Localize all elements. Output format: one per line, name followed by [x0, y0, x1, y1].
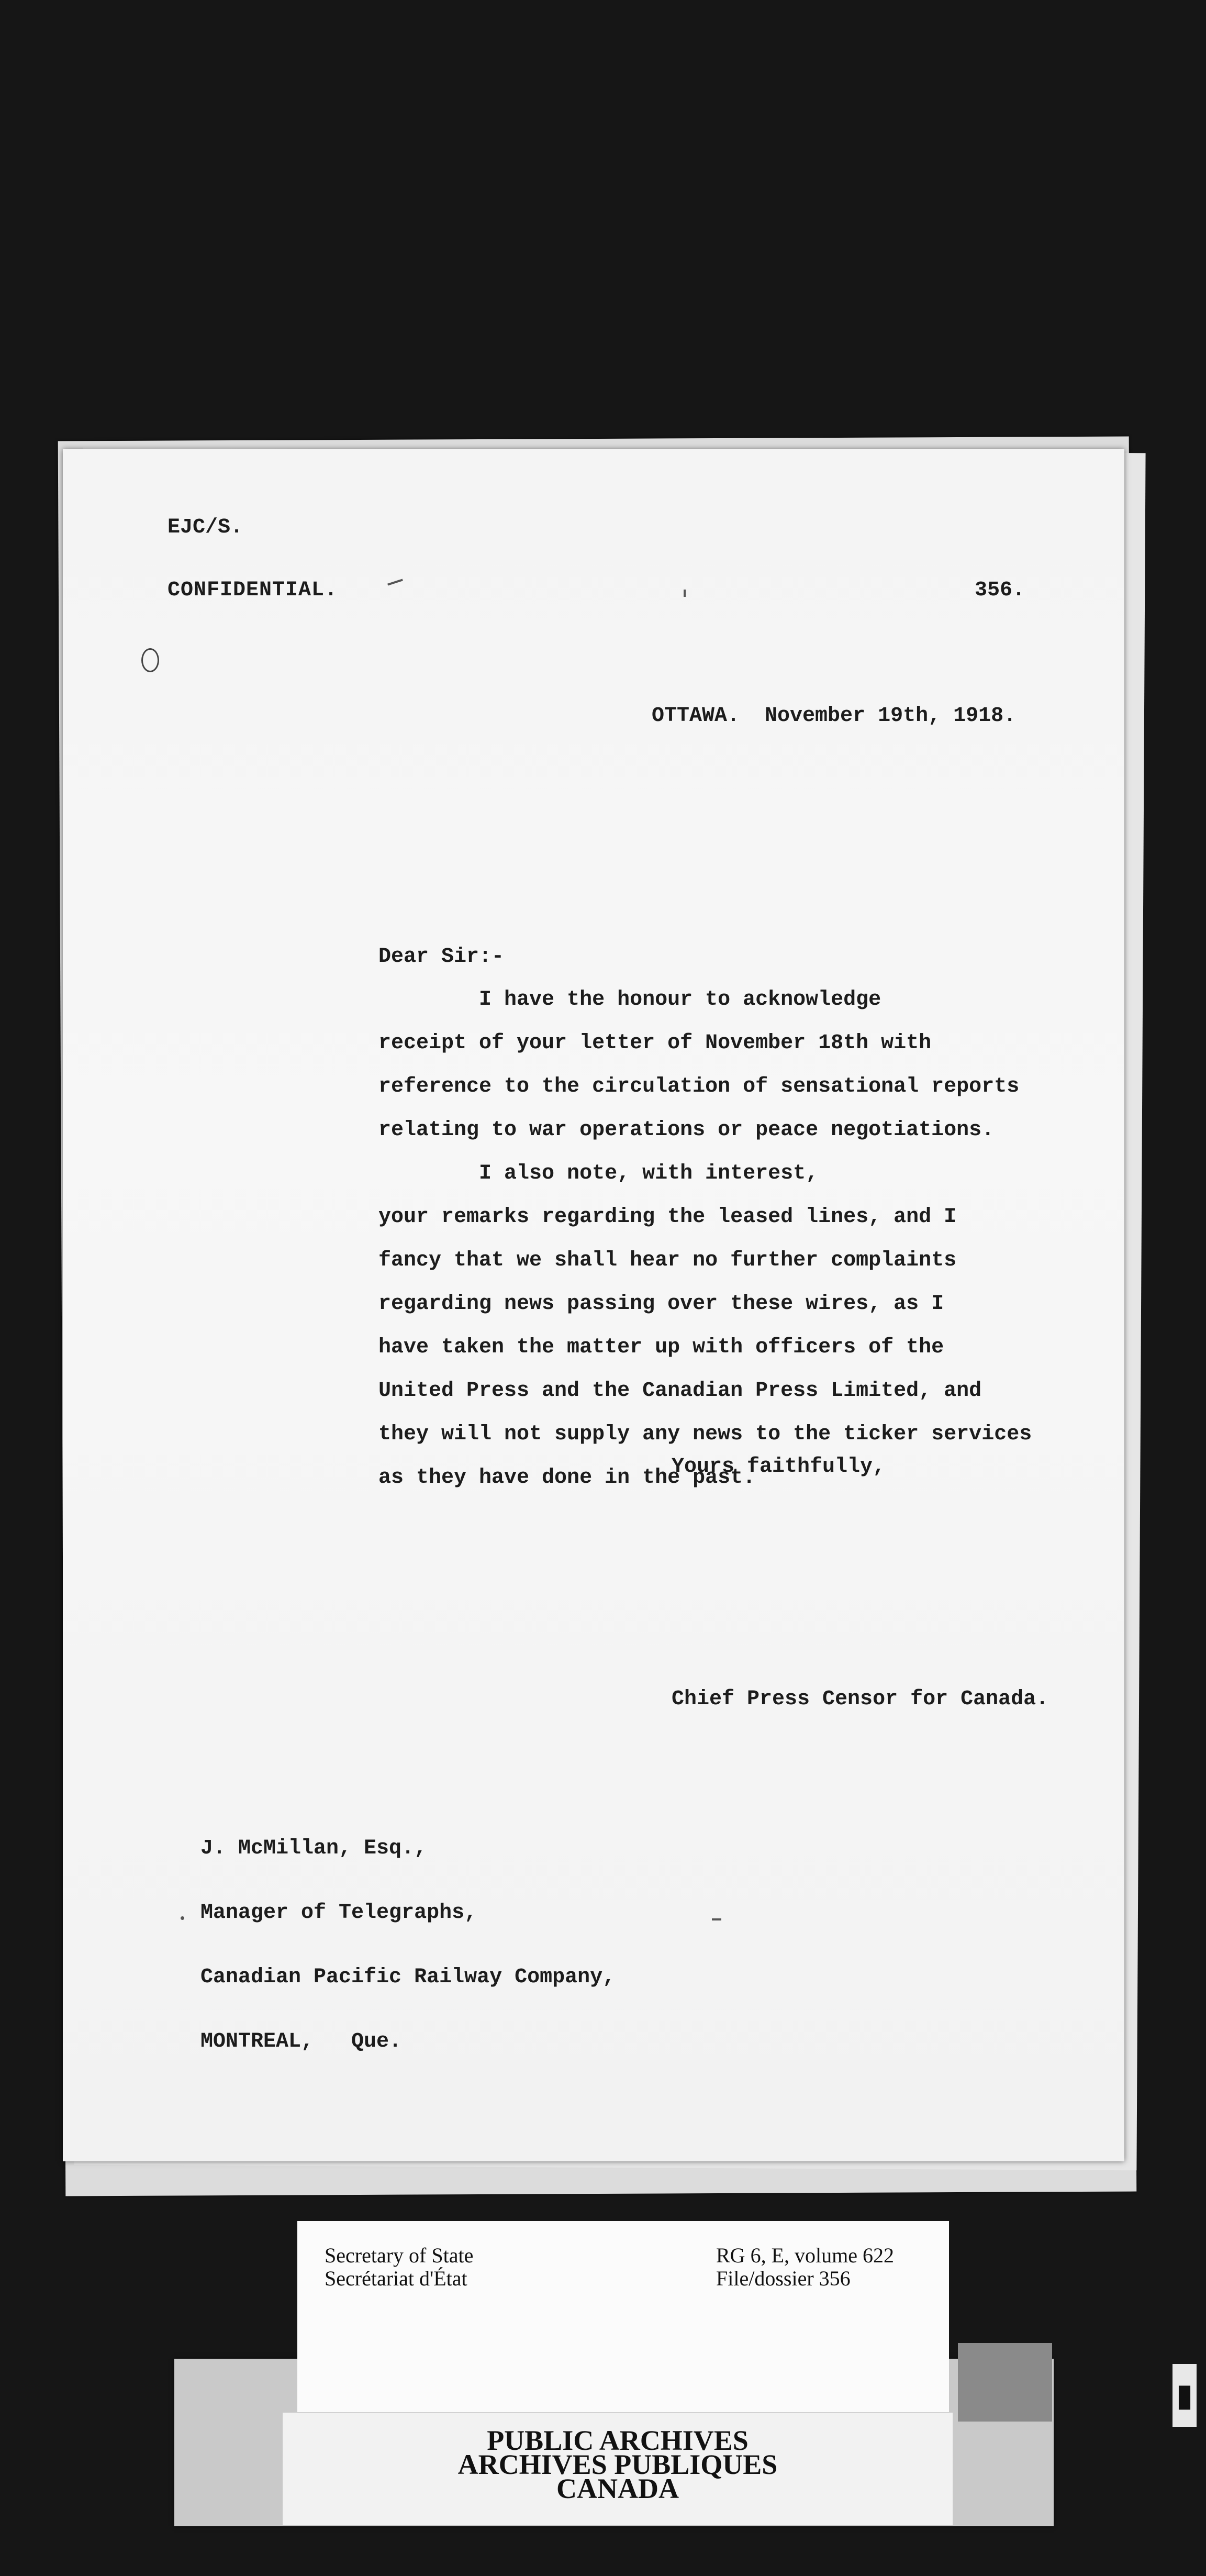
body-line: United Press and the Canadian Press Limited, and — [378, 1379, 982, 1403]
edge-marker-icon: ▮ — [1172, 2364, 1197, 2427]
department-en: Secretary of State — [325, 2244, 474, 2267]
closing: Yours faithfully, — [672, 1455, 886, 1479]
stamp-line: CANADA — [556, 2473, 679, 2504]
body-line: fancy that we shall hear no further complaints — [378, 1249, 957, 1272]
department-fr: Secrétariat d'État — [325, 2267, 467, 2290]
address-line: J. McMillan, Esq., — [200, 1837, 427, 1860]
recipient-address — [200, 1795, 615, 2095]
letter-page — [63, 449, 1124, 2161]
body-line: reference to the circulation of sensational reports — [378, 1075, 1020, 1098]
file-number: 356. — [975, 579, 1025, 602]
body-line: have taken the matter up with officers of the — [378, 1336, 944, 1359]
pen-mark — [387, 579, 403, 585]
body-line: they will not supply any news to the ticker services — [378, 1423, 1032, 1446]
salutation: Dear Sir:- — [378, 945, 505, 969]
pen-mark-2 — [684, 590, 686, 597]
archives-stamp — [283, 2413, 953, 2525]
record-group: RG 6, E, volume 622 — [716, 2244, 894, 2267]
dateline: OTTAWA. November 19th, 1918. — [652, 704, 1017, 728]
body-line: relating to war operations or peace negotiations. — [378, 1118, 995, 1142]
punch-hole-mark — [141, 648, 159, 672]
address-line: MONTREAL, Que. — [200, 2030, 402, 2053]
body-line: as they have done in the past. — [378, 1466, 756, 1490]
reference-initials: EJC/S. — [168, 516, 243, 539]
address-line: Manager of Telegraphs, — [200, 1901, 477, 1925]
speck-dot — [181, 1916, 184, 1920]
file-dossier: File/dossier 356 — [716, 2267, 851, 2290]
signature-title: Chief Press Censor for Canada. — [672, 1687, 1049, 1711]
body-line: receipt of your letter of November 18th with — [378, 1031, 932, 1055]
speck-dash — [712, 1918, 721, 1920]
classification-marking: CONFIDENTIAL. — [168, 579, 338, 602]
address-line: Canadian Pacific Railway Company, — [200, 1966, 616, 1989]
archive-label-clip — [958, 2343, 1052, 2422]
archive-label-card — [297, 2221, 949, 2412]
stamp-line: ARCHIVES PUBLIQUES — [457, 2449, 778, 2480]
body-line: I also note, with interest, — [378, 1162, 819, 1185]
body-line: regarding news passing over these wires, as I — [378, 1292, 944, 1316]
body-line: I have the honour to acknowledge — [378, 988, 881, 1012]
body-line: your remarks regarding the leased lines, and I — [378, 1205, 957, 1229]
stamp-line: PUBLIC ARCHIVES — [487, 2425, 749, 2456]
